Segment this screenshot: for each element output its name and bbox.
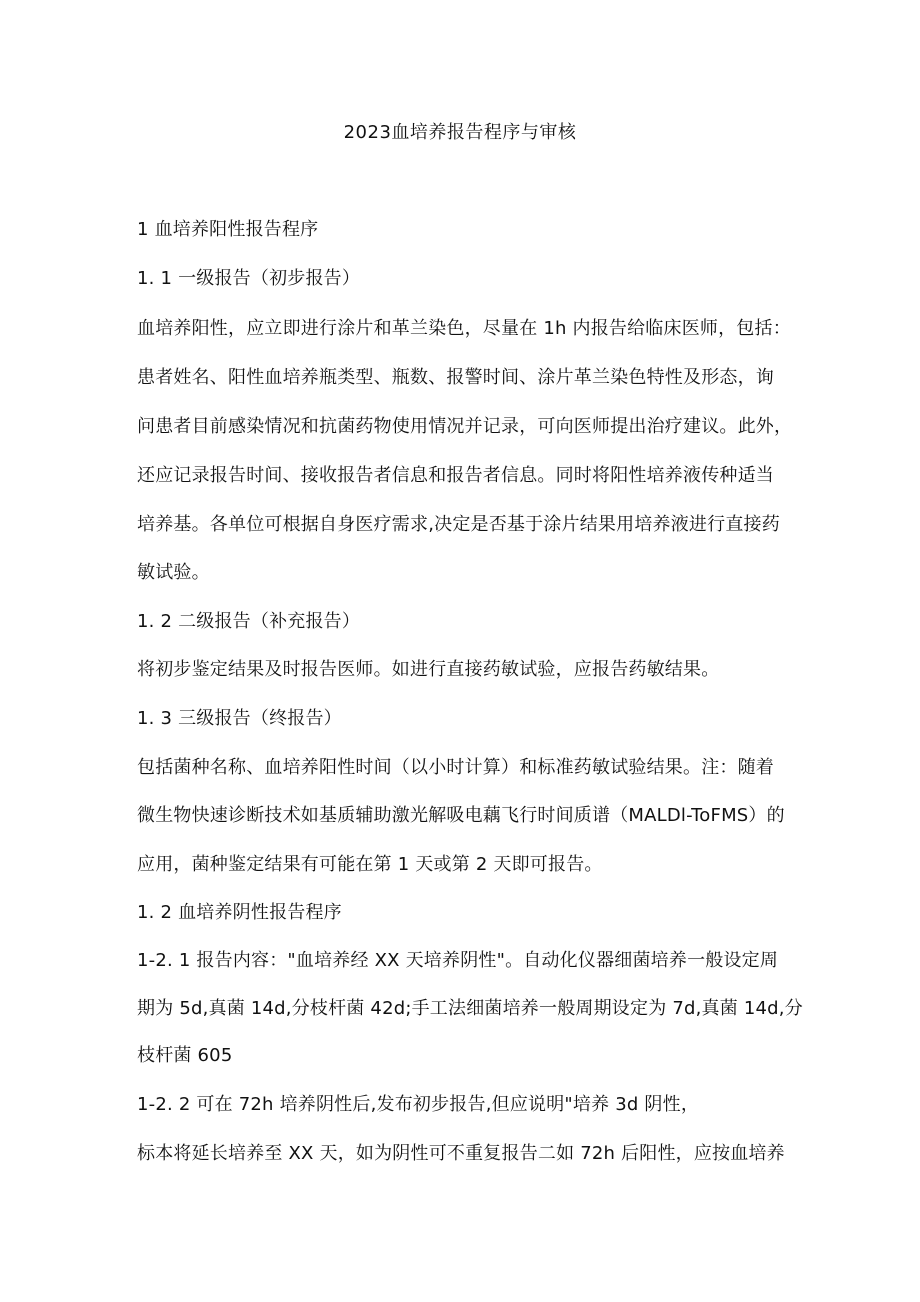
paragraph-line: 应用，菌种鉴定结果有可能在第 1 天或第 2 天即可报告。 (137, 854, 603, 875)
paragraph-line: 1-2. 1 报告内容："血培养经 XX 天培养阴性"。自动化仪器细菌培养一般设定周 (137, 950, 779, 971)
paragraph-line: 患者姓名、阳性血培养瓶类型、瓶数、报警时间、涂片革兰染色特性及形态，询 (137, 367, 774, 388)
section-heading: 1. 2 血培养阴性报告程序 (137, 902, 342, 923)
paragraph-line: 血培养阳性，应立即进行涂片和革兰染色，尽量在 1h 内报告给临床医师，包括： (137, 318, 791, 339)
paragraph-line: 包括菌种名称、血培养阳性时间（以小时计算）和标准药敏试验结果。注：随着 (137, 757, 774, 778)
paragraph-line: 还应记录报告时间、接收报告者信息和报告者信息。同时将阳性培养液传种适当 (137, 465, 774, 486)
subsection-heading: 1. 1 一级报告（初步报告） (137, 268, 361, 289)
paragraph-line: 枝杆菌 605 (137, 1045, 233, 1066)
paragraph-line: 标本将延长培养至 XX 天，如为阴性可不重复报告二如 72h 后阳性，应按血培养 (137, 1143, 785, 1164)
paragraph-line: 期为 5d,真菌 14d,分枝杆菌 42d;手工法细菌培养一般周期设定为 7d,真菌 14d,分 (137, 998, 803, 1019)
subsection-heading: 1. 3 三级报告（终报告） (137, 708, 342, 729)
document-title: 2023血培养报告程序与审核 (343, 122, 577, 143)
paragraph-line: 问患者目前感染情况和抗菌药物使用情况并记录，可向医师提出治疗建议。此外， (137, 416, 793, 437)
paragraph-line: 敏试验。 (137, 562, 210, 583)
paragraph-line: 培养基。各单位可根据自身医疗需求,决定是否基于涂片结果用培养液进行直接药 (137, 514, 780, 535)
paragraph-line: 将初步鉴定结果及时报告医师。如进行直接药敏试验，应报告药敏结果。 (137, 659, 720, 680)
section-heading: 1 血培养阳性报告程序 (137, 219, 319, 240)
subsection-heading: 1. 2 二级报告（补充报告） (137, 611, 361, 632)
paragraph-line: 1-2. 2 可在 72h 培养阴性后,发布初步报告,但应说明"培养 3d 阴性， (137, 1094, 700, 1115)
paragraph-line: 微生物快速诊断技术如基质辅助激光解吸电藕飞行时间质谱（MALDl-ToFMS）的 (137, 805, 785, 826)
